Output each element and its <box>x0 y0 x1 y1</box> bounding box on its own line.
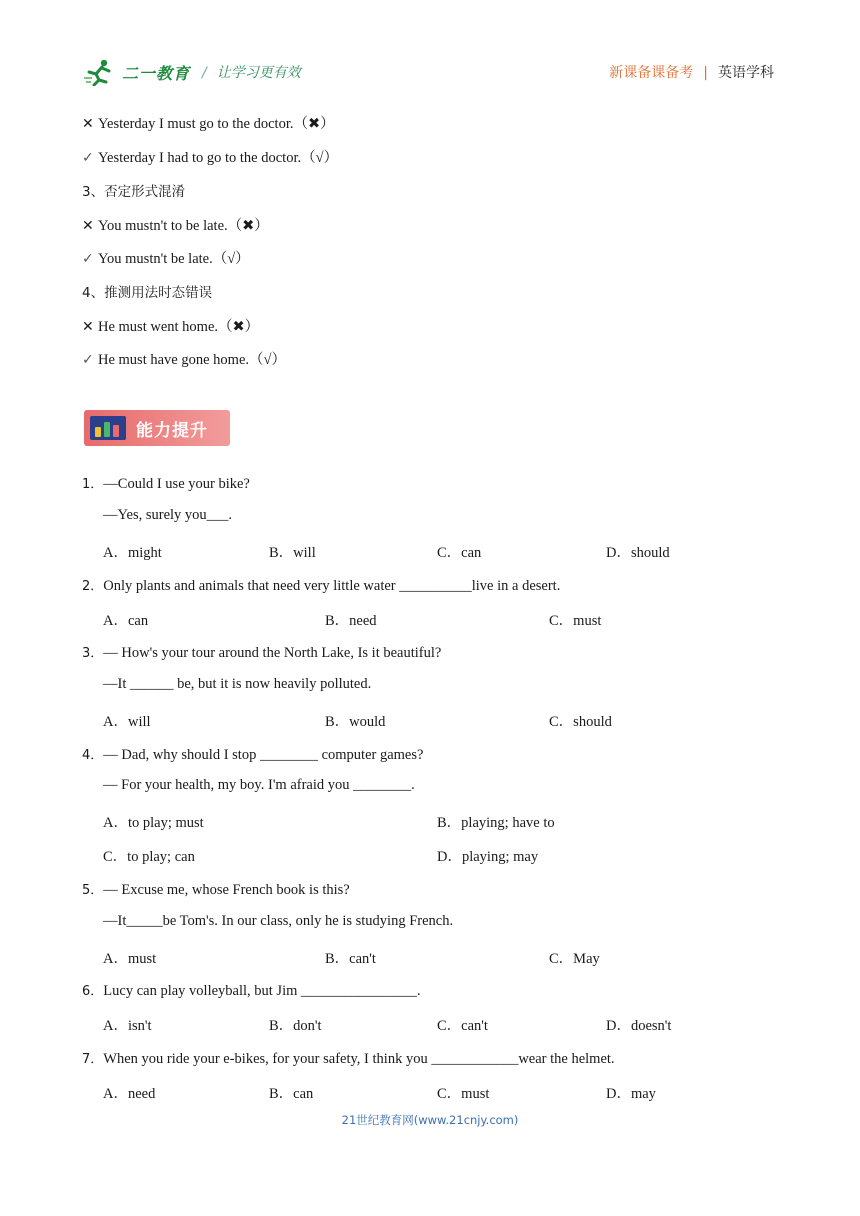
question-7: 7．When you ride your e-bikes, for your safety, I think you ____________wear the helmet. <box>82 1051 615 1067</box>
question-2: 2．Only plants and animals that need very little water __________live in a desert. <box>82 578 561 594</box>
slogan <box>202 62 301 82</box>
option-b[interactable]: B．can <box>269 1086 314 1102</box>
option-b[interactable]: B．would <box>325 714 386 730</box>
logo-text: 二一教育 <box>122 63 191 83</box>
check-icon: ✓ <box>82 251 94 267</box>
header-divider: | <box>703 65 708 81</box>
question-5-reply: —It_____be Tom's. In our class, only he is studying French. <box>103 913 454 929</box>
error-line: ✕ He must went home.（✖） <box>82 319 260 335</box>
option-a[interactable]: A．might <box>103 545 162 561</box>
footer-link[interactable]: 21世纪教育网(www.21cnjy.com) <box>341 1113 519 1127</box>
bar-chart-icon <box>90 416 126 440</box>
question-6: 6．Lucy can play volleyball, but Jim ________________. <box>82 983 421 999</box>
option-c[interactable]: C．can't <box>437 1018 488 1034</box>
error-line: ✕ You mustn't to be late.（✖） <box>82 218 269 234</box>
option-b[interactable]: B．don't <box>269 1018 322 1034</box>
option-b[interactable]: B．will <box>269 545 316 561</box>
question-5: 5．— Excuse me, whose French book is this? <box>82 882 350 898</box>
correct-line: ✓ He must have gone home.（√） <box>82 352 286 368</box>
option-a[interactable]: A．to play; must <box>103 815 204 831</box>
question-1: 1．—Could I use your bike? <box>82 476 250 492</box>
correct-line: ✓ Yesterday I had to go to the doctor.（√） <box>82 150 339 166</box>
option-d[interactable]: D．playing; may <box>437 849 539 865</box>
option-d[interactable]: D．should <box>606 545 670 561</box>
question-3: 3．— How's your tour around the North Lake, Is it beautiful? <box>82 645 442 661</box>
question-4-reply: — For your health, my boy. I'm afraid you ________. <box>103 777 415 793</box>
option-c[interactable]: C．May <box>549 951 600 967</box>
logo <box>82 56 190 88</box>
option-a[interactable]: A．isn't <box>103 1018 152 1034</box>
option-c[interactable]: C．must <box>549 613 602 629</box>
option-d[interactable]: D．doesn't <box>606 1018 672 1034</box>
page-header <box>82 56 774 88</box>
option-a[interactable]: A．need <box>103 1086 156 1102</box>
banner-label: 能力提升 <box>136 420 208 441</box>
section-heading: 3、否定形式混淆 <box>82 184 186 200</box>
option-a[interactable]: A．will <box>103 714 151 730</box>
option-a[interactable]: A．can <box>103 613 149 629</box>
check-icon: ✓ <box>82 352 94 368</box>
slash-divider: / <box>202 65 207 81</box>
cross-icon: ✕ <box>82 116 94 132</box>
option-c[interactable]: C．must <box>437 1086 490 1102</box>
error-line: ✕ Yesterday I must go to the doctor.（✖） <box>82 116 335 132</box>
cross-icon: ✕ <box>82 218 94 234</box>
option-c[interactable]: C．can <box>437 545 482 561</box>
question-1-reply: —Yes, surely you___. <box>103 507 233 523</box>
option-d[interactable]: D．may <box>606 1086 656 1102</box>
question-3-reply: —It ______ be, but it is now heavily polluted. <box>103 676 372 692</box>
question-4: 4．— Dad, why should I stop ________ computer games? <box>82 747 424 763</box>
option-b[interactable]: B．need <box>325 613 377 629</box>
section-banner <box>84 410 230 446</box>
option-b[interactable]: B．can't <box>325 951 376 967</box>
slogan-text: 让学习更有效 <box>216 65 301 81</box>
section-heading: 4、推测用法时态错误 <box>82 285 213 301</box>
correct-line: ✓ You mustn't be late.（√） <box>82 251 250 267</box>
option-a[interactable]: A．must <box>103 951 157 967</box>
header-right <box>609 62 774 82</box>
option-c[interactable]: C．should <box>549 714 612 730</box>
subject-label: 英语学科 <box>718 65 774 81</box>
option-b[interactable]: B．playing; have to <box>437 815 555 831</box>
check-icon: ✓ <box>82 150 94 166</box>
cross-icon: ✕ <box>82 319 94 335</box>
runner-logo-icon <box>82 58 118 86</box>
option-c[interactable]: C．to play; can <box>103 849 195 865</box>
exam-label: 新课备课备考 <box>609 65 694 81</box>
